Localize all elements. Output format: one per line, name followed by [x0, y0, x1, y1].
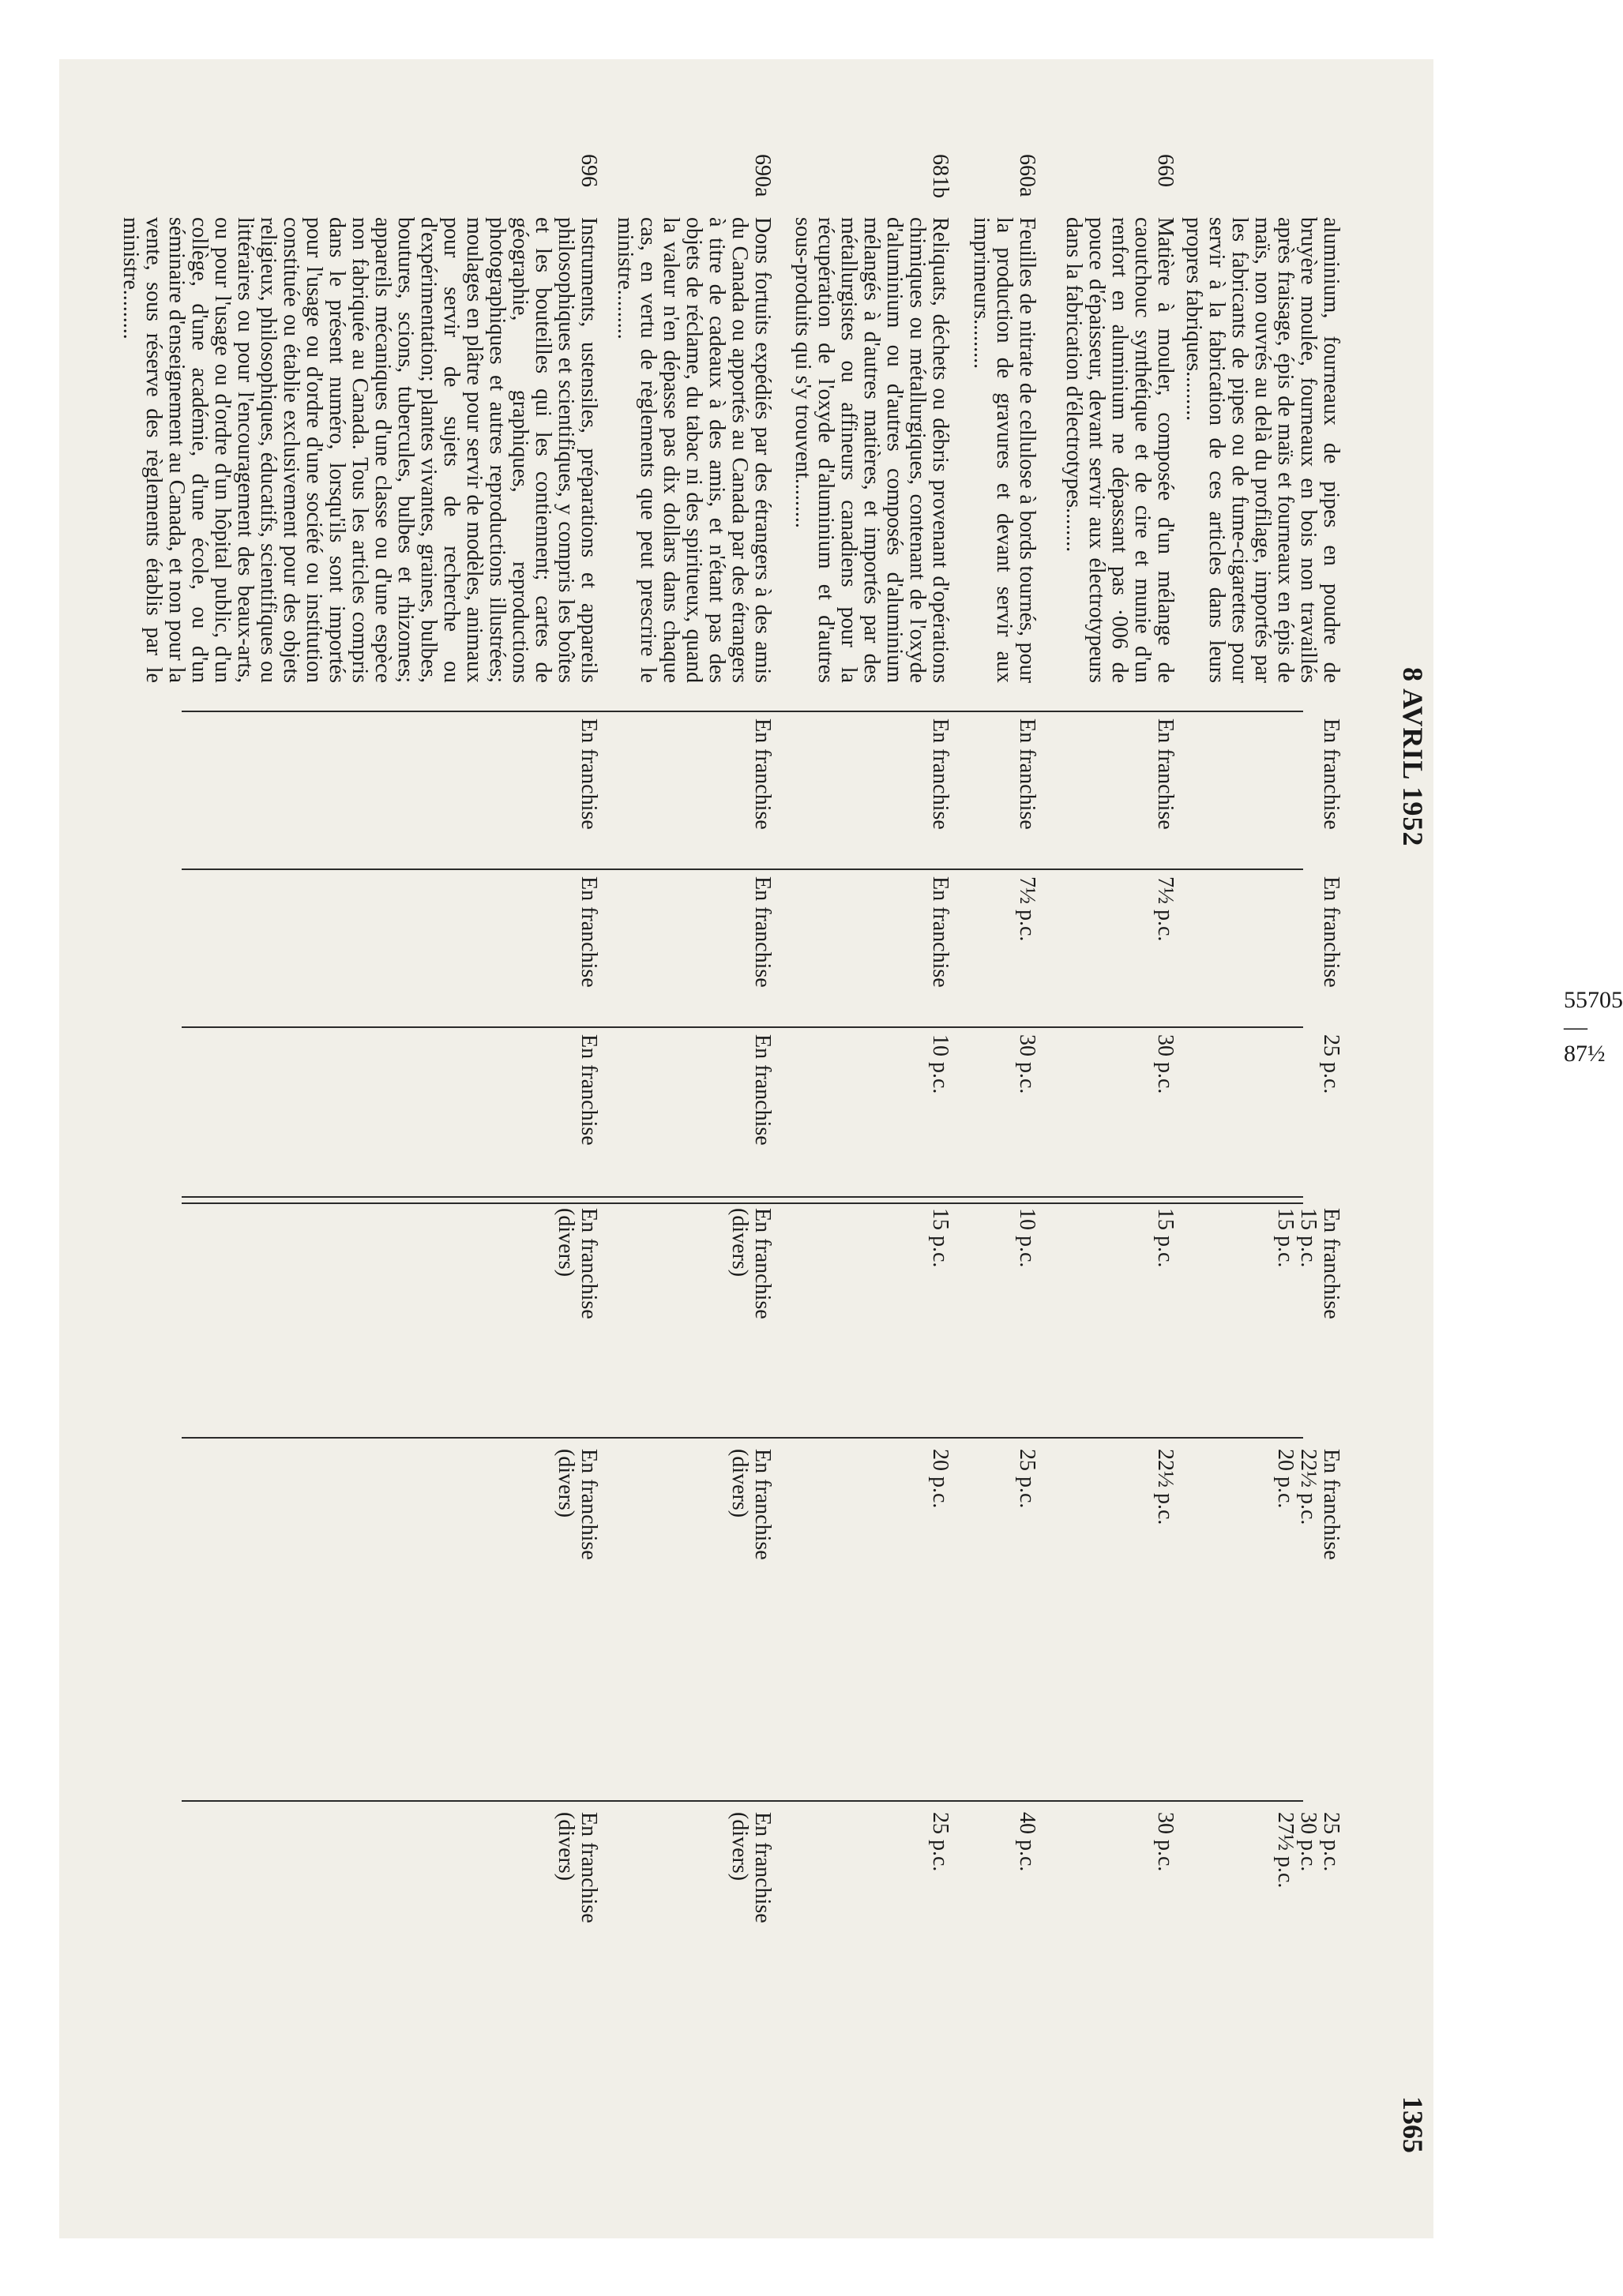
column-rule [182, 1026, 1303, 1028]
tariff-number: 690a [750, 154, 775, 197]
rate-cell: 7½ p.c. [1015, 876, 1039, 942]
page-number: 1365 [1397, 2096, 1429, 2153]
rate-cell: En franchise [928, 718, 952, 830]
rate-cell: En franchise [750, 718, 775, 830]
rate-cell: 25 p.c. 30 p.c. 27½ p.c. [1273, 1812, 1343, 1889]
column-rule [182, 711, 1303, 712]
rate-cell: 10 p.c. [928, 1034, 952, 1094]
rate-cell: En franchise [750, 876, 775, 988]
rate-cell: En franchise 22½ p.c. 20 p.c. [1273, 1449, 1343, 1560]
rate-cell: 25 p.c. [1015, 1449, 1039, 1509]
rate-cell: En franchise (divers) [727, 1449, 775, 1560]
column-rule [182, 1800, 1303, 1802]
item-description: aluminium, fourneaux de pipes en poudre de bruyère moulée, fourneaux en bois non travaillés après fraisage, épis de maïs et fourneaux en épis de maïs, non ouvrés au delà du profilage, importés par les fabricants de pipes ou de fume-cigarettes pour servir à la fabrication de ces articles dans leurs propres fabriques......... [1182, 217, 1343, 683]
rate-cell: En franchise [577, 718, 601, 830]
item-description: Instruments, ustensiles, préparations et appareils philosophiques et scientifiques, y compris les boîtes et les bouteilles qui les contiennent; cartes de géographie, graphiques, reproductions photographiques et autres reproductions illustrées; moulages en plâtre pour servir de modèles, animaux pour servir de sujets de recherche ou d'expérimentation; plantes vivantes, graines, bulbes, boutures, scions, tubercules, bulbes et rhizomes; appareils mécaniques d'une classe ou d'une espèce non fabriquée au Canada. Tous les articles compris dans le présent numéro, lorsqu'ils sont importés pour l'usage ou d'ordre d'une société ou institution constituée ou établie exclusivement pour des objets religieux, philosophiques, éducatifs, scientifiques ou littéraires ou pour l'encouragement des beaux-arts, ou pour l'usage ou d'ordre d'un hôpital public, d'un collège, d'une académie, d'une école, ou d'un séminaire d'enseignement au Canada, et non pour la vente, sous réserve des règlements établis par le ministre......... [118, 217, 601, 683]
column-rule-double [182, 1196, 1303, 1204]
page-date: 8 AVRIL 1952 [1397, 667, 1429, 847]
footer-code: 55705—87½ [1564, 987, 1623, 1067]
column-rule [182, 1437, 1303, 1439]
item-description: Dons fortuits expédiés par des étrangers à des amis du Canada ou apportés au Canada par des étrangers à titre de cadeaux à des amis, et n'étant pas des objets de réclame, du tabac ni des spiritueux, quand la valeur n'en dépasse pas dix dollars dans chaque cas, en vertu de règlements que peut prescrire le ministre......... [613, 217, 775, 683]
rate-cell: 25 p.c. [928, 1812, 952, 1872]
rate-cell: 10 p.c. [1015, 1208, 1039, 1268]
rate-cell: En franchise [1153, 718, 1178, 830]
rate-cell: En franchise (divers) [554, 1208, 601, 1319]
rate-cell: 7½ p.c. [1153, 876, 1178, 942]
tariff-table [118, 154, 1343, 2191]
rate-cell: 22½ p.c. [1153, 1449, 1178, 1525]
rate-cell: En franchise [1319, 718, 1343, 830]
rate-cell: 20 p.c. [928, 1449, 952, 1509]
column-rule [182, 869, 1303, 870]
rate-cell: En franchise [1015, 718, 1039, 830]
rate-cell: 30 p.c. [1153, 1034, 1178, 1094]
scanned-page [59, 59, 1623, 2238]
rate-cell: 15 p.c. [1153, 1208, 1178, 1268]
tariff-number: 660a [1015, 154, 1039, 197]
rate-cell: En franchise (divers) [554, 1812, 601, 1923]
item-description: Feuilles de nitrate de cellulose à bords tournés, pour la production de gravures et devant servir aux imprimeurs......... [969, 217, 1039, 683]
tariff-number: 660 [1153, 154, 1178, 187]
rate-cell: En franchise [577, 1034, 601, 1146]
item-description: Matière à mouler, composée d'un mélange de caoutchouc synthétique et de cire et munie d'un renfort en aluminium ne dépassant pas ·006 de pouce d'épaisseur, devant servir aux électrotypeurs dans la fabrication d'électrotypes........ [1061, 217, 1178, 683]
rate-cell: 30 p.c. [1153, 1812, 1178, 1872]
rate-cell: 30 p.c. [1015, 1034, 1039, 1094]
rate-cell: En franchise (divers) [727, 1812, 775, 1923]
rate-cell: En franchise (divers) [727, 1208, 775, 1319]
rotated-content [118, 154, 1437, 2191]
rate-cell: En franchise 15 p.c. 15 p.c. [1273, 1208, 1343, 1319]
page-header [1382, 154, 1430, 2191]
rate-cell: 15 p.c. [928, 1208, 952, 1268]
tariff-number: 696 [577, 154, 601, 187]
rate-cell: En franchise [750, 1034, 775, 1146]
rate-cell: 40 p.c. [1015, 1812, 1039, 1872]
tariff-number: 681b [928, 154, 952, 198]
rate-cell: 25 p.c. [1319, 1034, 1343, 1094]
rate-cell: En franchise [928, 876, 952, 988]
item-description: Reliquats, déchets ou débris provenant d'opérations chimiques ou métallurgiques, contenant de l'oxyde d'aluminium ou d'autres composés d'aluminium mélangés à d'autres matières, et importés par des métallurgistes ou affineurs canadiens pour la récupération de l'oxyde d'aluminium et d'autres sous-produits qui s'y trouvent......... [791, 217, 952, 683]
rate-cell: En franchise [1319, 876, 1343, 988]
rate-cell: En franchise (divers) [554, 1449, 601, 1560]
rate-cell: En franchise [577, 876, 601, 988]
